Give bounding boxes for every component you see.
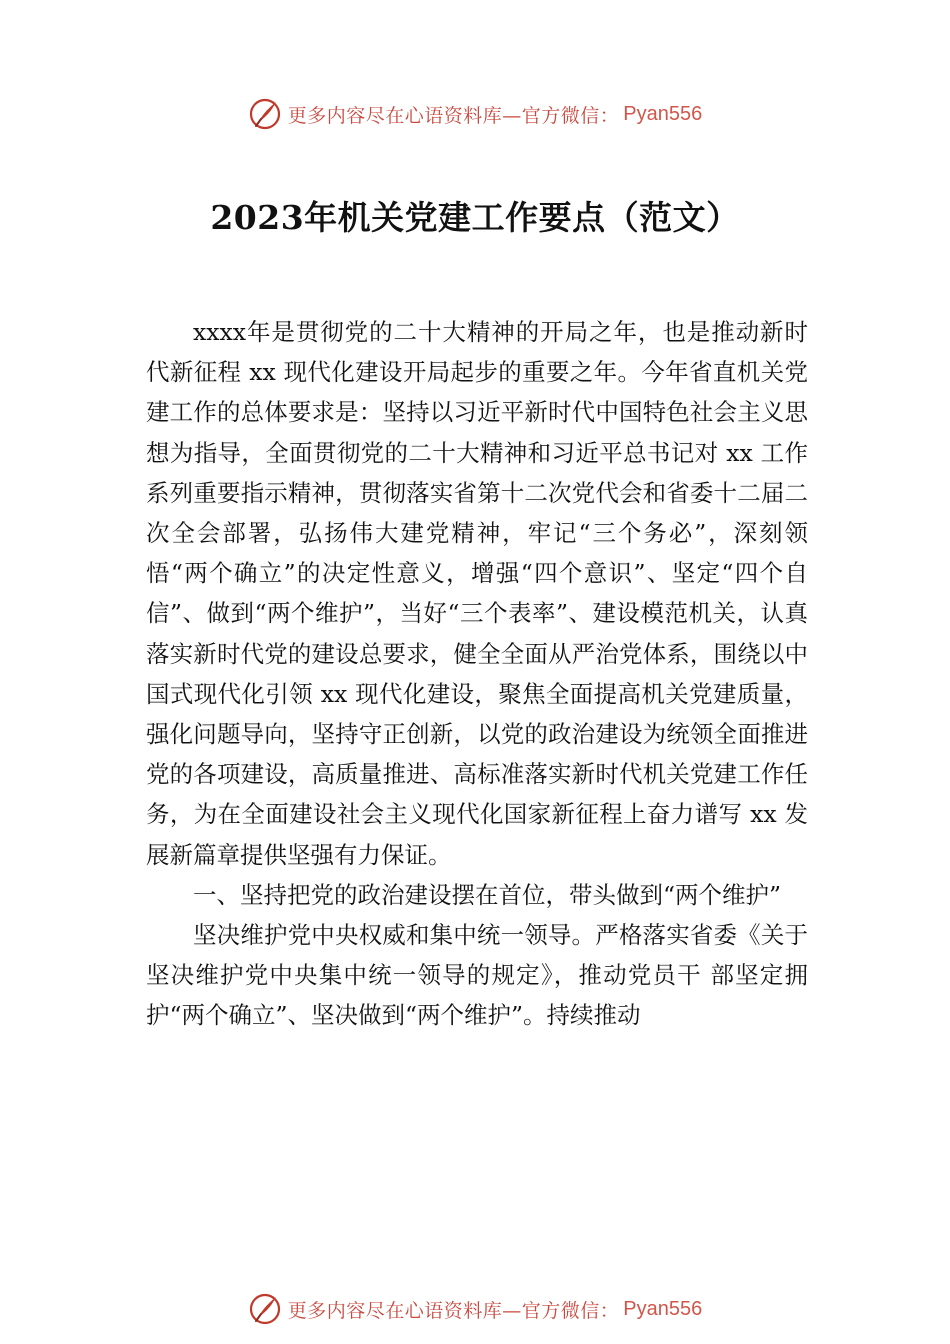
banner-wechat-id: Pyan556 [623, 1297, 703, 1320]
section-heading: 一、坚持把党的政治建设摆在首位，带头做到“两个维护” [193, 880, 782, 909]
body-paragraph: 坚决维护党中央权威和集中统一领导。严格落实省委《关于坚决维护党中央集中统一领导的规定》，推动党员干 部坚定拥护“两个确立”、坚决做到“两个维护”。持续推动 [146, 921, 808, 1030]
banner-wechat-id: Pyan556 [623, 102, 703, 125]
document-title: 2023年机关党建工作要点（范文） [210, 198, 740, 237]
intro-paragraph: xxxx年是贯彻党的二十大精神的开局之年，也是推动新时代新征程 xx 现代化建设开局起步的重要之年。今年省直机关党建工作的总体要求是：坚持以习近平新时代中国特色社会主义思想为指导，全面贯彻党的二十大精神和习近平总书记对 xx 工作系列重要指示精神，贯彻落实省第十二次党代会和省委十二届二次全会部署，弘扬伟大建党精神，牢记“三个务必”，深刻领悟“两个确立”的决定性意义，增强“四个意识”、坚定“四个自信”、做到“两个维护”，当好“三个表率”、建设模范机关，认真落实新时代党的建设总要求，健全全面从严治党体系，围绕以中国式现代化引领 xx 现代化建设，聚焦全面提高机关党建质量，强化问题导向，坚持守正创新，以党的政治建设为统领全面推进党的各项建设，高质量推进、高标准落实新时代机关党建工作任务，为在全面建设社会主义现代化国家新征程上奋力谱写 xx 发展新篇章提供坚强有力保证。 [146, 318, 808, 869]
header-banner [0, 94, 950, 134]
quill-pen-logo-icon [248, 1292, 282, 1326]
document-body [146, 312, 808, 1036]
banner-text: 更多内容尽在心语资料库—官方微信： [287, 104, 620, 127]
banner-text: 更多内容尽在心语资料库—官方微信： [287, 1299, 620, 1322]
footer-banner [0, 1289, 950, 1329]
quill-pen-logo-icon [248, 97, 282, 131]
